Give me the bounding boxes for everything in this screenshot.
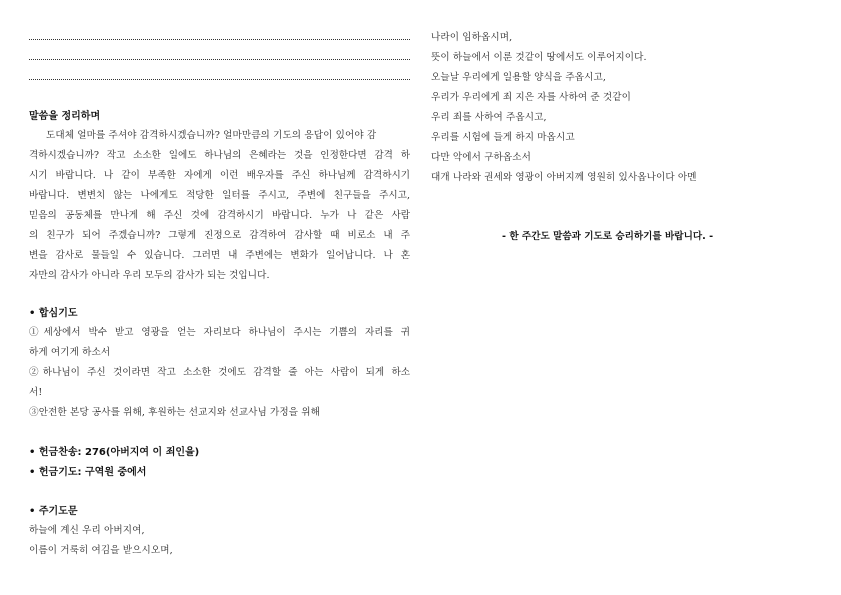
lords-prayer-line: 우리 죄를 사하여 주옵시고, bbox=[431, 112, 547, 123]
lords-prayer-line: 뜻이 하늘에서 이룬 것같이 땅에서도 이루어지이다. bbox=[431, 52, 647, 63]
lords-prayer-line: 이름이 거룩히 여김을 받으시오며, bbox=[29, 545, 173, 556]
note-line-2 bbox=[29, 59, 410, 60]
summary-line: 시기 바랍니다. 나 같이 부족한 자에게 이런 배우자를 주신 하나님께 감격하시기 bbox=[29, 170, 410, 181]
lords-prayer-line: 하늘에 계신 우리 아버지여, bbox=[29, 525, 145, 536]
prayer-line: ①세상에서 박수 받고 영광을 얻는 자리보다 하나님이 주시는 기쁨의 자리를 귀 bbox=[29, 327, 410, 338]
summary-line: 변을 감사로 물들일 수 있습니다. 그러면 내 주변에는 변화가 일어납니다. 나 혼 bbox=[29, 250, 410, 261]
prayer-line: ③안전한 본당 공사를 위해, 후원하는 선교지와 선교사님 가정을 위해 bbox=[29, 407, 320, 418]
lords-prayer-line: 대개 나라와 권세와 영광이 아버지께 영원히 있사옵나이다 아멘 bbox=[431, 172, 697, 183]
lords-prayer-line: 오늘날 우리에게 일용할 양식을 주옵시고, bbox=[431, 72, 606, 83]
note-line-1 bbox=[29, 39, 410, 40]
summary-line: 바랍니다. 변변치 않는 나에게도 적당한 일터를 주시고, 주변에 친구들을 주시고, bbox=[29, 190, 410, 201]
summary-line: 의 친구가 되어 주겠습니까? 그렇게 진정으로 감격하여 감사할 때 비로소 내 주 bbox=[29, 230, 410, 241]
summary-line: 도대체 얼마를 주셔야 감격하시겠습니까? 얼마만큼의 기도의 응답이 있어야 감 bbox=[46, 130, 377, 141]
note-line-3 bbox=[29, 79, 410, 80]
prayer-line: 하게 여기게 하소서 bbox=[29, 347, 111, 358]
offering-hymn: • 헌금찬송: 276(아버지여 이 죄인을) bbox=[29, 447, 200, 458]
prayer-heading: • 합심기도 bbox=[29, 308, 78, 319]
prayer-line: ②하나님이 주신 것이라면 작고 소소한 것에도 감격할 줄 아는 사람이 되게 하소 bbox=[29, 367, 410, 378]
summary-line: 믿음의 공동체를 만나게 해 주신 것에 감격하시기 바랍니다. 누가 나 같은 사람 bbox=[29, 210, 410, 221]
lords-prayer-line: 나라이 임하옵시며, bbox=[431, 32, 513, 43]
lords-prayer-heading: • 주기도문 bbox=[29, 506, 78, 517]
offering-prayer: • 헌금기도: 구역원 중에서 bbox=[29, 467, 147, 478]
closing-message: - 한 주간도 말씀과 기도로 승리하기를 바랍니다. - bbox=[502, 231, 714, 242]
lords-prayer-line: 다만 악에서 구하옵소서 bbox=[431, 152, 531, 163]
summary-heading: 말씀을 정리하며 bbox=[29, 111, 101, 122]
prayer-line: 서! bbox=[29, 387, 43, 398]
summary-line: 격하시겠습니까? 작고 소소한 일에도 하나님의 은혜라는 것을 인정한다면 감격 하 bbox=[29, 150, 410, 161]
lords-prayer-line: 우리가 우리에게 죄 지은 자를 사하여 준 것같이 bbox=[431, 92, 632, 103]
lords-prayer-line: 우리를 시험에 들게 하지 마옵시고 bbox=[431, 132, 575, 143]
summary-line: 자만의 감사가 아니라 우리 모두의 감사가 되는 것입니다. bbox=[29, 270, 270, 281]
